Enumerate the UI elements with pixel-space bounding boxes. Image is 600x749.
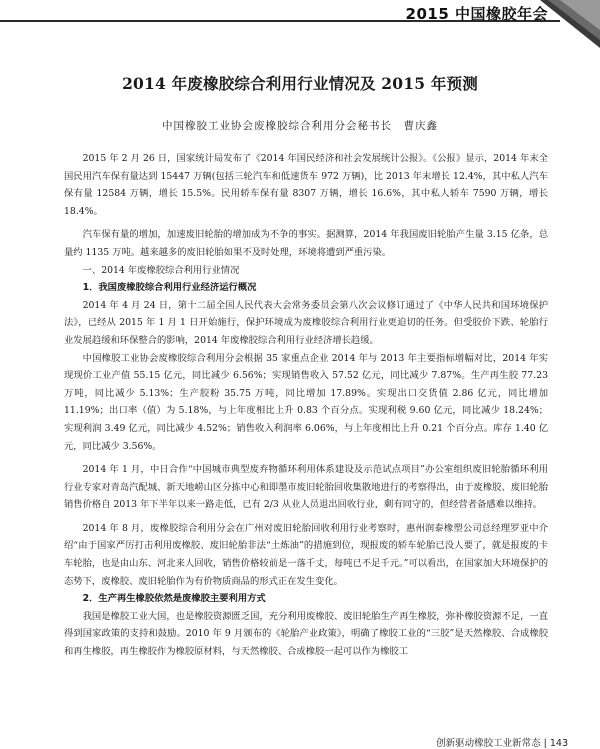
- paragraph: 2015 年 2 月 26 日，国家统计局发布了《2014 年国民经济和社会发展统计公报》。《公报》显示，2014 年末全国民用汽车保有量达到 15447 万辆(包括三轮汽车和低速货车 972 万辆)，比 2013 年末增长 12.4%，其中私人汽车保有量 12584 万辆，增长 15.5%。民用轿车保有量 8307 万辆，增长 16.6%，其中私人轿车 7590 万辆，增长 18.4%。: [64, 153, 548, 217]
- paragraph: 我国是橡胶工业大国，也是橡胶资源匮乏国，充分利用废橡胶、废旧轮胎生产再生橡胶，弥补橡胶资源不足，一直得到国家政策的支持和鼓励。2010 年 9 月颁布的《轮胎产业政策》，明确了橡胶工业的“三胶”是天然橡胶、合成橡胶和再生橡胶，再生橡胶作为橡胶原材料，与天然橡胶、合成橡胶一起可以作为橡胶工: [64, 610, 548, 658]
- subsection-heading: 2．生产再生橡胶依然是废橡胶主要利用方式: [82, 593, 266, 605]
- article-body: [64, 150, 548, 661]
- article-author: 中国橡胶工业协会废橡胶综合利用分会秘书长 曹庆鑫: [162, 120, 438, 132]
- paragraph: 2014 年 1 月，中日合作“中国城市典型废弃物循环利用体系建设及示范试点项目”办公室组织废旧轮胎循环利用行业专家对青岛汽配城、新天地崂山区分拣中心和即墨市废旧轮胎回收集散地进行的考察得出，由于废橡胶、废旧轮胎销售价格自 2013 年下半年以来一路走低，已有 2/3 从业人员退出回收行业，剩有同守的，但经营者备感难以维持。: [64, 464, 548, 511]
- paragraph: 汽车保有量的增加，加速废旧轮胎的增加成为不争的事实。据测算，2014 年我国废旧轮胎产生量 3.15 亿条，总量约 1135 万吨。越来越多的废旧轮胎如果不及时处理，环境将遭到严重污染。: [64, 229, 548, 258]
- running-footer: 创新驱动橡胶工业新常态 | 143: [436, 738, 568, 749]
- page-header-banner: [0, 0, 600, 28]
- subsection-heading: 1．我国废橡胶综合利用行业经济运行概况: [82, 282, 257, 294]
- paragraph: 中国橡胶工业协会废橡胶综合利用分会根据 35 家重点企业 2014 年与 2013 年主要指标增幅对比，2014 年实现现价工业产值 55.15 亿元，同比减少 6.56%；实现销售收入 57.52 亿元，同比减少 7.87%。生产再生胶 77.23 万吨，同比减少 5.13%；生产胶粉 35.75 万吨，同比增加 17.89%。实现出口交货值 2.86 亿元，同比增加 11.19%；出口率（值）为 5.18%，与上年度相比上升 0.83 个百分点。实现利税 9.60 亿元，同比减少 18.24%；实现利润 3.49 亿元，同比减少 4.52%；销售收入利润率 6.06%，与上年度相比上升 0.21 个百分点。库存 1.40 亿元，同比减少 3.56%。: [64, 352, 548, 452]
- article-title: 2014 年废橡胶综合利用行业情况及 2015 年预测: [122, 74, 478, 93]
- paragraph: 2014 年 8 月，废橡胶综合利用分会在广州对废旧轮胎回收利用行业考察时，惠州润泰橡塑公司总经理罗亚中介绍“由于国家严厉打击利用废橡胶、废旧轮胎非法“土炼油”的措施到位，现报废的轿车轮胎已没人要了，就是报废的卡车轮胎，也是由山东、河北来人回收，销售价格较前是一落千丈，每吨已不足千元。”可以看出，在国家加大环境保护的态势下，废橡胶、废旧轮胎作为有价物质商品的形式正在发生变化。: [64, 522, 548, 587]
- paragraph: 2014 年 4 月 24 日，第十二届全国人民代表大会常务委员会第八次会议修订通过了《中华人民共和国环境保护法》，已经从 2015 年 1 月 1 日开始施行，保护环境成为废橡胶综合利用行业更迫切的任务。但受胶价下跌、轮胎行业发展趋缓和环保整合的影响，2014 年废橡胶综合利用行业经济增长趋缓。: [64, 299, 548, 346]
- page-curl-icon: [540, 0, 600, 48]
- conference-banner-label: 2015 中国橡胶年会: [405, 5, 548, 23]
- section-heading: 一、2014 年废橡胶综合利用行业情况: [82, 264, 240, 276]
